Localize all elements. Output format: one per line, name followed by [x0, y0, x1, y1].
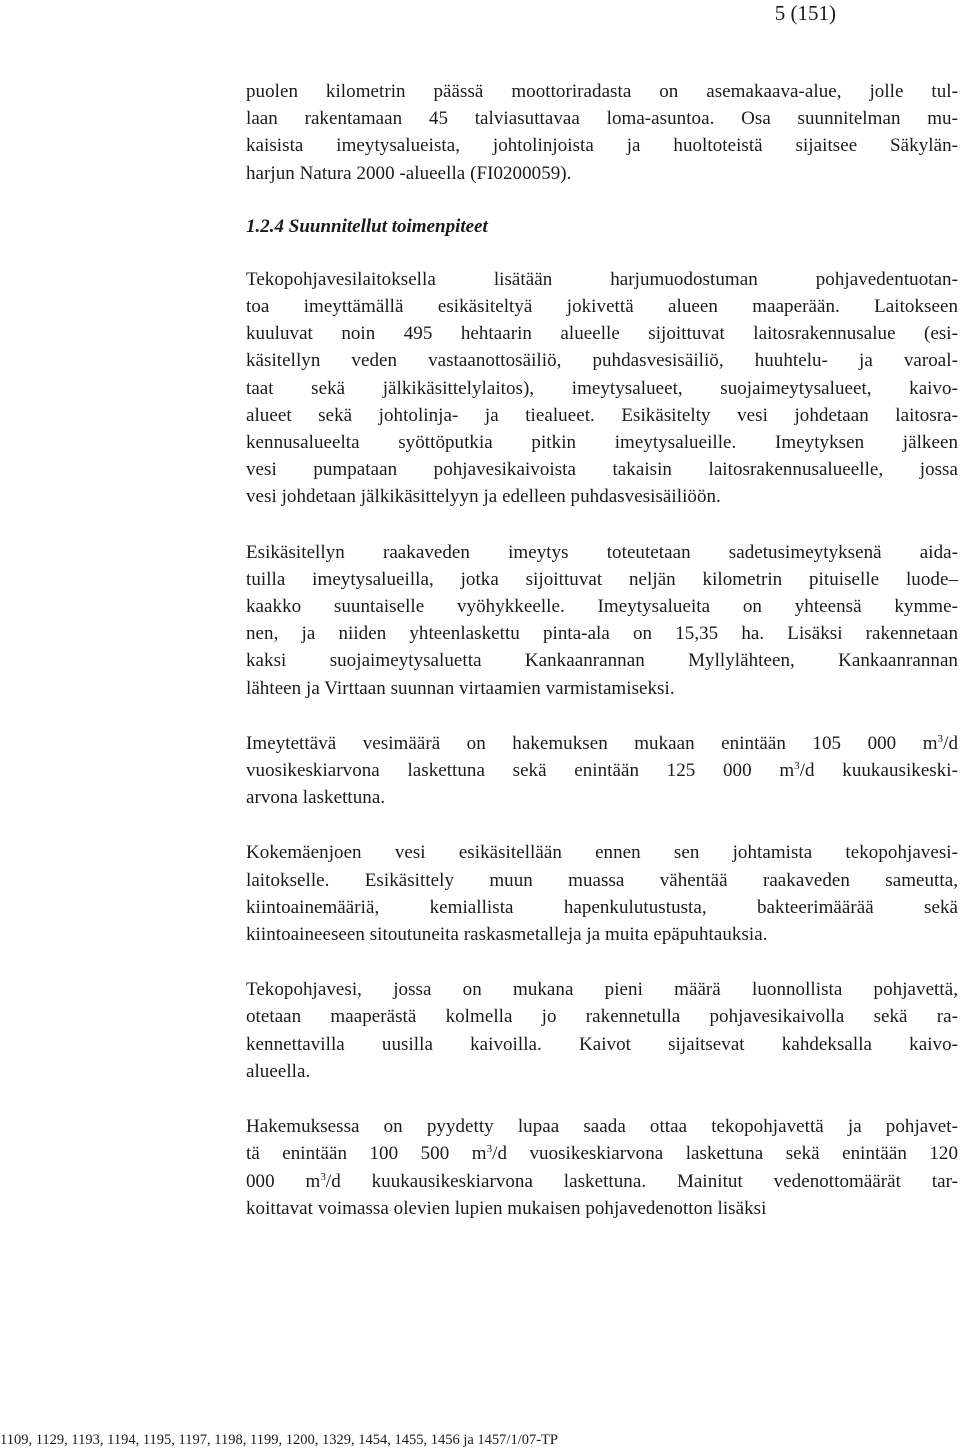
text-line: Tekopohjavesilaitoksella lisätään harjumuodostuman pohjavedentuotan-: [246, 268, 958, 290]
paragraph-permit-request: [246, 1113, 958, 1222]
text-line: toa imeyttämällä esikäsiteltyä jokivettä alueen maaperään. Laitokseen: [246, 296, 958, 318]
text-line: kennusalueelta syöttöputkia pitkin imeytysalueille. Imeytyksen jälkeen: [246, 432, 958, 454]
text-line: laan rakentamaan 45 talviasuttavaa loma-asuntoa. Osa suunnitelman mu-: [246, 108, 958, 130]
paragraph-intro: [246, 78, 958, 187]
text-line: 000 $m^3/d$ kuukausikeskiarvona laskettuna. Mainitut vedenottomäärät tar-: [246, 1170, 959, 1192]
text-line: kiintoaineeseen sitoutuneita raskasmetalleja ja muita epäpuhtauksia.: [246, 924, 768, 946]
paragraph-measures: [246, 266, 958, 511]
text-line: tä enintään 100 500 $m^3/d$ vuosikeskiarvona laskettuna sekä enintään 120: [246, 1143, 958, 1165]
text-line: arvona laskettuna.: [246, 787, 386, 809]
paragraph-water-volume: [246, 730, 958, 812]
text-line: vesi johdetaan jälkikäsittelyyn ja edelleen puhdasvesisäiliöön.: [246, 486, 721, 508]
text-line: lähteen ja Virttaan suunnan virtaamien varmistamiseksi.: [246, 677, 675, 699]
text-line: kaakko suuntaiselle vyöhykkeelle. Imeytysalueita on yhteensä kymme-: [246, 596, 958, 618]
document-body: [246, 78, 958, 1222]
text-line: vuosikeskiarvona laskettuna sekä enintään 125 000 $m^3/d$ kuukausikeski-: [246, 760, 959, 782]
text-line: koittavat voimassa olevien lupien mukaisen pohjavedenotton lisäksi: [246, 1197, 767, 1219]
footer-reference: 1109, 1129, 1193, 1194, 1195, 1197, 1198, 1199, 1200, 1329, 1454, 1455, 1456 ja 1457/1/07-TP: [0, 1432, 558, 1448]
text-line: tuilla imeytysalueilla, jotka sijoittuvat neljän kilometrin pituiselle luode–: [246, 568, 958, 590]
paragraph-infiltration: [246, 539, 958, 702]
paragraph-wells: [246, 976, 958, 1085]
text-line: käsitellyn veden vastaanottosäiliö, puhdasvesisäiliö, huuhtelu- ja varoal-: [246, 350, 958, 372]
paragraph-pretreatment: [246, 839, 958, 948]
text-line: puolen kilometrin päässä moottoriradasta on asemakaava-alue, jolle tul-: [246, 81, 958, 102]
text-line: kaksi suojaimeytysaluetta Kankaanrannan Myllylähteen, Kankaanrannan: [246, 650, 958, 672]
text-line: kiintoainemääriä, kemiallista hapenkulutustusta, bakteerimäärää sekä: [246, 896, 958, 918]
text-line: Tekopohjavesi, jossa on mukana pieni määrä luonnollista pohjavettä,: [246, 979, 958, 1001]
text-line: kuuluvat noin 495 hehtaarin alueelle sijoittuvat laitosrakennusalue (esi-: [246, 323, 958, 345]
text-line: alueella.: [246, 1060, 311, 1082]
page-number: 5 (151): [774, 1, 836, 25]
text-line: Esikäsitellyn raakaveden imeytys toteutetaan sadetusimeytyksenä aida-: [246, 541, 958, 563]
text-line: Hakemuksessa on pyydetty lupaa saada ottaa tekopohjavettä ja pohjavet-: [246, 1116, 958, 1138]
text-line: harjun Natura 2000 -alueella (FI0200059).: [246, 162, 572, 184]
text-line: kaisista imeytysalueista, johtolinjoista ja huoltoteistä sijaitsee Säkylän-: [246, 135, 958, 157]
text-line: alueet sekä johtolinja- ja tiealueet. Esikäsitelty vesi johdetaan laitosra-: [246, 404, 958, 426]
text-line: vesi pumpataan pohjavesikaivoista takaisin laitosrakennusalueelle, jossa: [246, 459, 958, 481]
text-line: laitokselle. Esikäsittely muun muassa vähentää raakaveden sameutta,: [246, 869, 958, 891]
text-line: kennettavilla uusilla kaivoilla. Kaivot sijaitsevat kahdeksalla kaivo-: [246, 1033, 958, 1055]
section-heading: 1.2.4 Suunnitellut toimenpiteet: [246, 215, 488, 237]
text-line: taat sekä jälkikäsittelylaitos), imeytysalueet, suojaimeytysalueet, kaivo-: [246, 377, 958, 399]
text-line: nen, ja niiden yhteenlaskettu pinta-ala on 15,35 ha. Lisäksi rakennetaan: [246, 623, 958, 645]
text-line: otetaan maaperästä kolmella jo rakennetulla pohjavesikaivolla sekä ra-: [246, 1006, 958, 1028]
text-line: Kokemäenjoen vesi esikäsitellään ennen sen johtamista tekopohjavesi-: [246, 842, 958, 864]
text-line: Imeytettävä vesimäärä on hakemuksen mukaan enintään 105 000 $m^3/d$: [246, 732, 958, 754]
